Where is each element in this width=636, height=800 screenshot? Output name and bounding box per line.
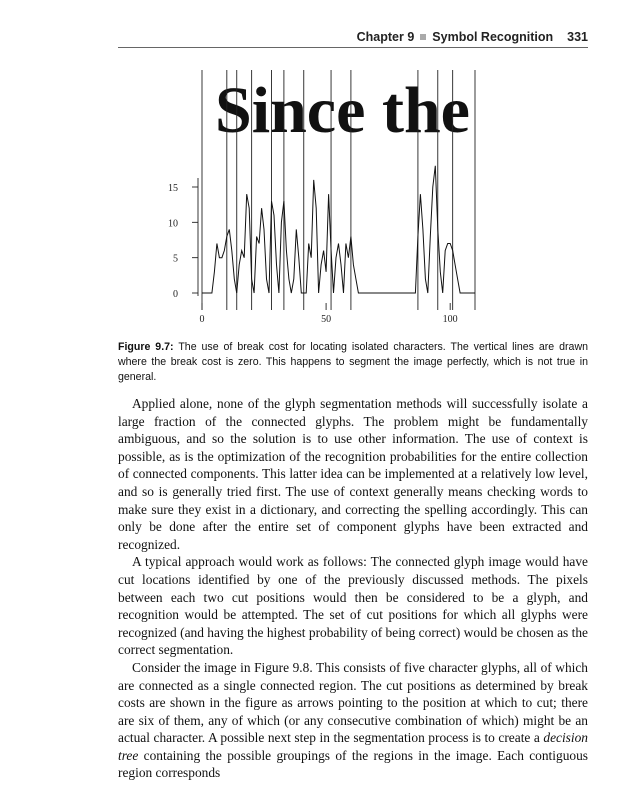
x-tick-label-2: 100 [442,314,458,325]
body-text [118,395,588,782]
figure-9-7 [150,70,490,330]
y-tick-label-1: 10 [168,218,178,230]
header-rule [118,47,588,48]
decision-tree-term: decision tree [118,730,588,763]
break-cost-line [202,166,475,293]
caption-label: Figure 9.7: [118,341,174,353]
break-cost-chart [150,70,490,330]
paragraph-3 [118,659,588,782]
running-header [118,30,588,46]
y-tick-label-0: 15 [168,183,178,194]
y-tick-label-2: 5 [173,253,178,265]
y-tick-label-3: 0 [173,289,178,300]
x-tick-label-0: 0 [199,314,205,325]
segmented-text-image: Since the [215,74,470,147]
header-title: Symbol Recognition [432,30,554,44]
header-chapter: Chapter 9 [356,30,415,44]
page-number: 331 [567,30,588,44]
paragraph-3-end: containing the possible groupings of the regions in the image. Each contiguous region corresponds [118,747,588,781]
paragraph-2: A typical approach would work as follows: The connected glyph image would have cut locations identified by one of the previously discussed methods. The pixels between each two cut positions would then be considered to be a glyph, and recognition would be attempted. The set of cut positions for which all glyphs were recognized (and having the highest probability of being correct) would be chosen as the correct segmentation. [118,554,588,658]
x-tick-label-1: 50 [321,314,332,325]
header-separator [420,34,426,40]
paragraph-1: Applied alone, none of the glyph segmentation methods will successfully isolate a large fraction of the connected glyphs. The problem might be fundamentally ambiguous, and so the solution is to use other information. The use of context is possible, as is the optimization of the recognition probabilities for the entire collection of connected components. This latter idea can be implemented at a relatively low level, and so is generally tried first. The use of context generally means checking words to make sure they exist in a dictionary, and correcting the spelling accordingly. This can only be done after the entire set of component glyphs have been extracted and recognized. [118,396,588,552]
figure-caption [118,340,588,385]
caption-text: The use of break cost for locating isolated characters. The vertical lines are drawn where the break cost is zero. This happens to segment the image perfectly, which is not true in general. [118,341,588,383]
paragraph-3-start: Consider the image in Figure 9.8. This consists of five character glyphs, all of which are connected as a single connected region. The cut positions as determined by break costs are shown in the figure as arrows pointing to the position at which to cut; there are six of them, any of which (or any consecutive combination of which) might be an actual character. A possible next step in the segmentation process is to create a [118,659,588,746]
